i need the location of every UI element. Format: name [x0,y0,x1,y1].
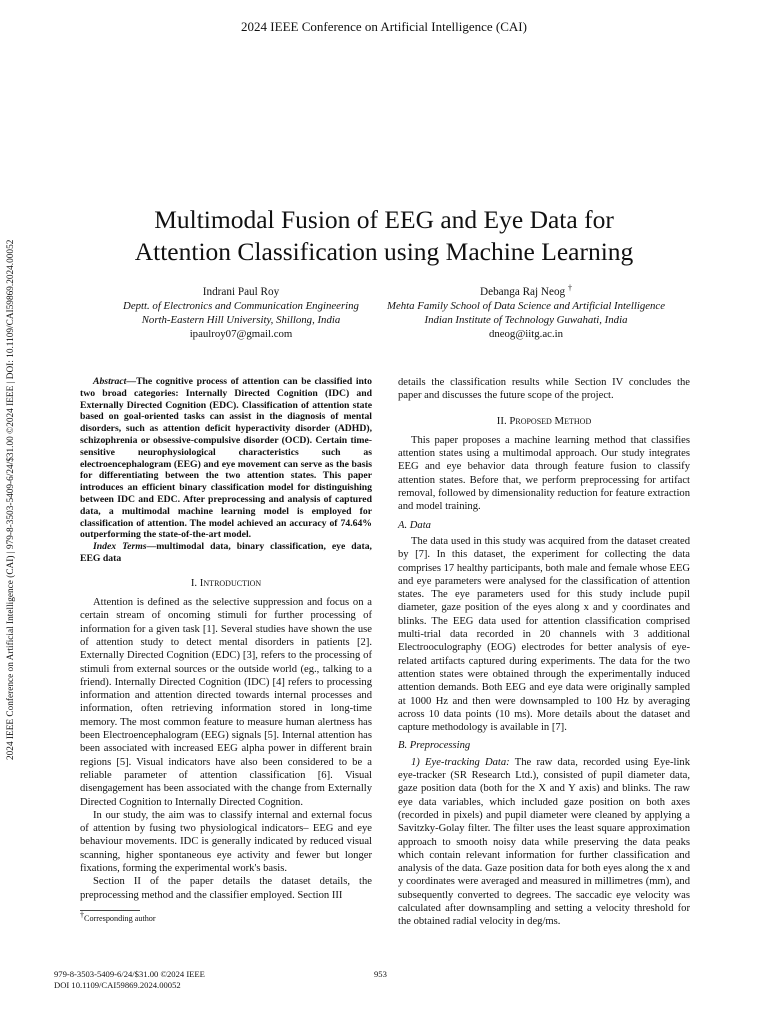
author-2-aff2: Indian Institute of Technology Guwahati, India [424,314,628,326]
footnote [80,910,372,924]
title-line-2: Attention Classification using Machine Learning [134,237,634,266]
side-banner-text: 2024 IEEE Conference on Artificial Intelligence (CAI) | 979-8-3503-5409-6/24/$31.00 ©2024 IEEE | DOI: 10.1109/CAI59869.2024.00052 [6,239,16,760]
author-2-email: dneog@iitg.ac.in [488,328,564,340]
eye-tracking-paragraph [398,756,690,929]
subsection-data: A. Data [398,519,431,531]
author-2 [366,285,686,341]
eye-tracking-heading: 1) Eye-tracking Data: [411,756,510,768]
data-paragraph: The data used in this study was acquired from the dataset created by [7]. In this dataset, the experiment for collecting the data comprises 17 healthy participants, both male and female whose EEG and eye parameters were analysed for the classification of attention states. The eye parameters used for this study include pupil diameter, gaze position of the eyes along x and y coordinates and blinks. The EEG data used for attention classification comprised multi-trial data recorded in 20 channels with 3 additional Electrooculography (EOG) electrodes for better analysis of eye-related artifacts captured during experiments. The data for the two attention states were obtained through the experimentally induced attention demands. Both EEG and eye data were originally sampled at 1000 Hz and then were downsampled to 100 Hz by averaging across 10 data points (10 ms). More details about the dataset and capture methodology is available in [7]. [398,535,690,734]
section-heading-method: II. Proposed Method [496,414,592,427]
author-1 [96,285,386,341]
author-1-aff1: Deptt. of Electronics and Communication Engineering [123,300,359,312]
left-column [80,376,372,924]
author-2-aff1: Mehta Family School of Data Science and Artificial Intelligence [386,300,666,312]
title-line-1: Multimodal Fusion of EEG and Eye Data for [154,205,614,234]
conference-header: 2024 IEEE Conference on Artificial Intelligence (CAI) [241,19,527,34]
footer-ids [54,969,205,990]
footnote-rule [80,910,140,911]
subsection-preprocessing: B. Preprocessing [398,740,471,752]
author-1-email: ipaulroy07@gmail.com [189,328,293,340]
abstract [80,376,372,541]
author-1-name: Indrani Paul Roy [202,286,280,298]
eye-tracking-text: The raw data, recorded using Eye-link eye-tracker (SR Research Ltd.), consisted of pupil diameter data, gaze position data (both for the X and Y axis) and blinks. The raw eye data variables, which included gaze position on both axes (recorded in pixels) and pupil diameter were cleaned by applying a Savitzky-Golay filter. The filter uses the least square approximation approach to smooth noisy data while preserving the data peaks which contain relevant information for further classification and analysis of the data. Gaze position data for both eyes along the x and y coordinates were averaged and measured in millimetres (mm), and subsequently converted to degrees. The saccadic eye velocity was calculated after downsampling and setting a velocity threshold for the obtained radial velocity in deg/ms. [398,756,691,928]
index-terms [80,541,372,565]
index-terms-text: —multimodal data, binary classification, eye data, EEG data [80,541,372,564]
footer-isbn: 979-8-3503-5409-6/24/$31.00 ©2024 IEEE [54,969,205,979]
section-heading-intro: I. Introduction [190,576,262,589]
footnote-text: Corresponding author [84,913,156,923]
intro-paragraph-2: In our study, the aim was to classify internal and external focus of attention by fusing two physiological indicators– EEG and eye behaviour movements. IDC is generally indicated by reduced visual scanning, higher spontaneous eye activity and fewer but longer fixations, forming the experimental work's basis. [80,809,372,874]
author-1-aff2: North-Eastern Hill University, Shillong, India [141,314,341,326]
author-2-dagger: † [567,283,572,293]
intro-paragraph-3: Section II of the paper details the dataset details, the preprocessing method and the classifier employed. Section III [80,876,372,901]
page-number: 953 [374,969,387,979]
paper-title [0,204,768,268]
footer-doi: DOI 10.1109/CAI59869.2024.00052 [54,979,181,990]
footnote-mark: † [80,910,84,920]
right-continuation: details the classification results while Section IV concludes the paper and discusses the future scope of the project. [398,377,690,402]
abstract-text: —The cognitive process of attention can be classified into two broad categories: Internally Directed Cognition (IDC) and Externally Directed Cognition (EDC). Classification of attention state based on goal-oriented tasks can assist in the diagnosis of mental disorders, such as attention deficit hyperactivity disorder (ADHD), schizophrenia or obsessive-compulsive disorder (OCD). Certain time-sensitive neurophysiological characteristics such as electroencephalogram (EEG) and eye movement can serve as the basis for differentiating between the two attention states. This paper introduces an efficient binary classification model for distinguishing between IDC and EDC. After preprocessing and analysis of captured data, a multimodal machine learning model is employed for classification of attention. The model achieved an accuracy of 74.64% outperforming the state-of-the-art model. [80,376,372,541]
index-terms-label: Index Terms [93,541,147,553]
intro-paragraph-1: Attention is defined as the selective suppression and focus on a certain stream of oncoming stimuli for further processing of information for a given task [1]. Several studies have shown the use of attention study to detect mental disorders in patients [2]. Externally Directed Cognition (EDC) [3], refers to the processing of stimuli from external sources or the outside world (eg., talking to a friend). Internally Directed Cognition (IDC) [4] refers to processing information and attention directed towards internal processes and information, often retrieving information stored in long-time memory. The most common feature to measure human alertness has been Electroencephalogram (EEG) signals [5]. Internal attention has been associated with increased EEG alpha power in different brain regions [5]. Visual indicators have also been considered to be a reliable parameter of attention classification [6]. Visual disengagement has been associated with the change from Externally Directed Cognition to Internally Directed Cognition. [80,597,372,808]
abstract-label: Abstract [93,376,127,387]
method-paragraph: This paper proposes a machine learning method that classifies attention states using a multimodal approach. Our study integrates EEG and eye behavior data through feature fusion to classify attention states. Before that, we perform preprocessing for artifact removal, followed by dimensionality reduction for feature extraction and model training. [398,434,690,513]
side-banner [6,240,18,760]
author-2-name: Debanga Raj Neog [480,286,566,298]
right-column [398,376,690,929]
